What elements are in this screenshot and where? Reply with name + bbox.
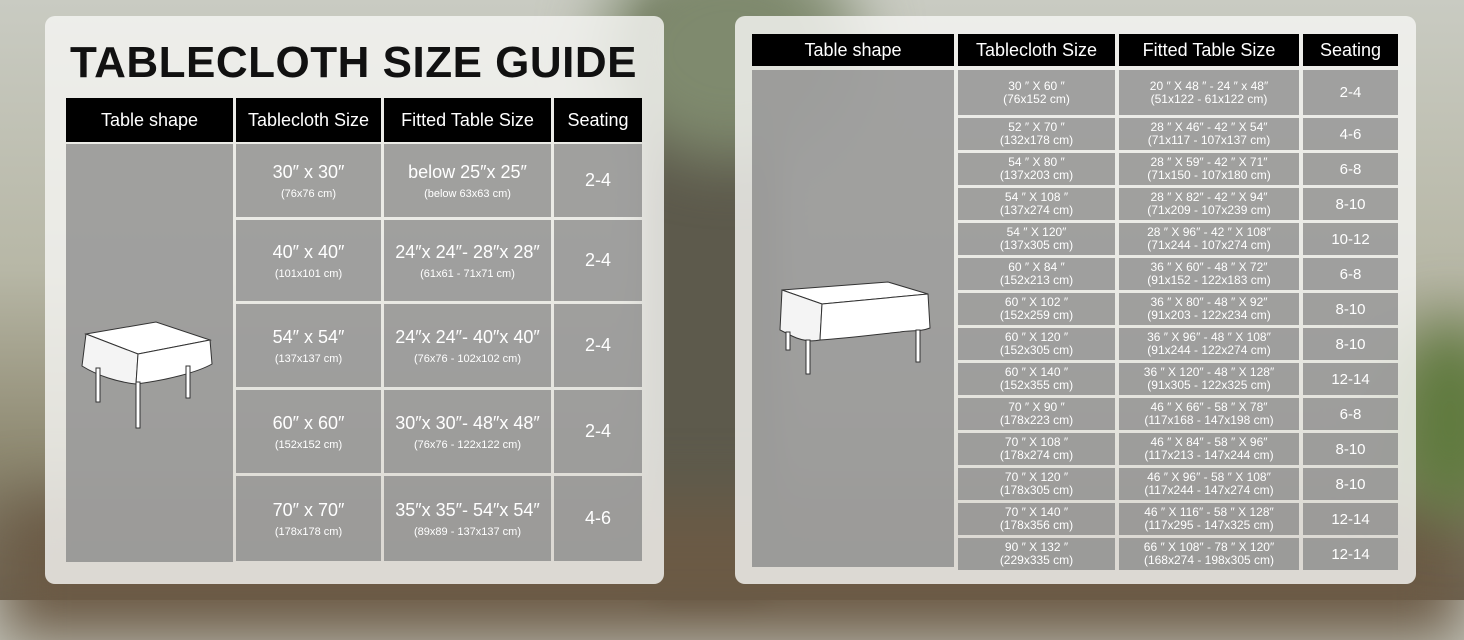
tablecloth-size-cell xyxy=(958,223,1115,255)
fitted-size-cell xyxy=(384,144,551,217)
fitted-table-size-cm: (168x274 - 198x305 cm) xyxy=(1143,553,1275,567)
tablecloth-size-cm: (152x152 cm) xyxy=(274,438,343,451)
fitted-table-size: 36 ″ X 80″ - 48 ″ X 92″ xyxy=(1150,295,1268,309)
fitted-size-cell xyxy=(384,476,551,561)
tablecloth-size: 70″ x 70″ xyxy=(272,499,345,520)
tablecloth-size-cm: (101x101 cm) xyxy=(274,267,343,280)
tablecloth-size: 30″ x 30″ xyxy=(272,161,345,182)
fitted-table-size-cm: (51x122 - 61x122 cm) xyxy=(1150,91,1268,106)
tablecloth-size: 60 ″ X 84 ″ xyxy=(1008,260,1065,274)
seating-cell xyxy=(554,390,642,473)
fitted-size-cell xyxy=(384,304,551,387)
fitted-table-size: 46 ″ X 84″ - 58 ″ X 96″ xyxy=(1150,435,1268,449)
fitted-table-size-cm: (below 63x63 cm) xyxy=(424,187,511,200)
seating-cell xyxy=(1303,503,1398,535)
tablecloth-size-cell xyxy=(958,538,1115,570)
fitted-table-size: 36 ″ X 60″ - 48 ″ X 72″ xyxy=(1150,260,1268,274)
tablecloth-size-cell xyxy=(958,433,1115,465)
tablecloth-size-cell xyxy=(958,398,1115,430)
seating-cell xyxy=(1303,293,1398,325)
seating-value: 2-4 xyxy=(584,170,611,190)
fitted-table-size: 35″x 35″- 54″x 54″ xyxy=(395,499,540,520)
tablecloth-size: 60 ″ X 102 ″ xyxy=(1004,295,1069,309)
fitted-table-size-cm: (76x76 - 102x102 cm) xyxy=(414,352,521,365)
seating-cell xyxy=(554,220,642,301)
tablecloth-size-cell xyxy=(236,144,381,217)
seating-value: 2-4 xyxy=(584,250,611,270)
seating-cell xyxy=(1303,153,1398,185)
seating-value: 8-10 xyxy=(1335,300,1366,318)
seating-cell xyxy=(1303,433,1398,465)
tablecloth-size-cell xyxy=(958,188,1115,220)
fitted-table-size-cm: (71x209 - 107x239 cm) xyxy=(1147,203,1271,217)
fitted-table-size-cm: (91x305 - 122x325 cm) xyxy=(1147,378,1271,392)
fitted-size-cell xyxy=(1119,363,1299,395)
tablecloth-size: 40″ x 40″ xyxy=(272,241,345,262)
tablecloth-size-cm: (178x356 cm) xyxy=(999,518,1074,532)
fitted-size-cell xyxy=(1119,70,1299,115)
tablecloth-size: 60 ″ X 140 ″ xyxy=(1004,365,1069,379)
tablecloth-size-cm: (152x305 cm) xyxy=(999,343,1074,357)
tablecloth-size-cell xyxy=(958,503,1115,535)
seating-cell xyxy=(1303,328,1398,360)
header-seating: Seating xyxy=(1303,34,1398,66)
tablecloth-size: 70 ″ X 108 ″ xyxy=(1004,435,1069,449)
tablecloth-size-cm: (137x305 cm) xyxy=(999,238,1074,252)
tablecloth-size-cm: (178x274 cm) xyxy=(999,448,1074,462)
fitted-table-size-cm: (61x61 - 71x71 cm) xyxy=(420,267,515,280)
fitted-table-size-cm: (117x244 - 147x274 cm) xyxy=(1144,483,1274,497)
page-title: TABLECLOTH SIZE GUIDE xyxy=(70,38,638,87)
fitted-table-size-cm: (76x76 - 122x122 cm) xyxy=(414,438,521,451)
seating-cell xyxy=(1303,363,1398,395)
tablecloth-size: 30 ″ X 60 ″ xyxy=(1008,78,1065,93)
header-fitted-table-size: Fitted Table Size xyxy=(384,98,551,142)
tablecloth-size: 54 ″ X 80 ″ xyxy=(1008,155,1065,169)
seating-value: 2-4 xyxy=(584,421,611,441)
fitted-size-cell xyxy=(1119,503,1299,535)
fitted-size-cell xyxy=(384,390,551,473)
seating-cell xyxy=(1303,70,1398,115)
tablecloth-size-cell xyxy=(958,468,1115,500)
tablecloth-size: 54″ x 54″ xyxy=(272,326,345,347)
seating-cell xyxy=(554,476,642,561)
tablecloth-size-cell xyxy=(236,304,381,387)
seating-value: 12-14 xyxy=(1331,545,1370,563)
tablecloth-size-cm: (152x355 cm) xyxy=(999,378,1074,392)
header-table-shape: Table shape xyxy=(752,34,954,66)
square-table-icon xyxy=(78,318,213,433)
seating-value: 4-6 xyxy=(584,508,611,528)
seating-cell xyxy=(554,144,642,217)
seating-value: 12-14 xyxy=(1331,370,1370,388)
fitted-size-cell xyxy=(384,220,551,301)
tablecloth-size-cm: (137x274 cm) xyxy=(999,203,1074,217)
fitted-table-size: 30″x 30″- 48″x 48″ xyxy=(395,412,540,433)
fitted-table-size: 28 ″ X 46″ - 42 ″ X 54″ xyxy=(1150,120,1268,134)
tablecloth-size-cell xyxy=(236,390,381,473)
tablecloth-size-cell xyxy=(958,118,1115,150)
tablecloth-size-cell xyxy=(236,476,381,561)
tablecloth-size-cell xyxy=(958,153,1115,185)
tablecloth-size: 60″ x 60″ xyxy=(272,412,345,433)
tablecloth-size-cm: (137x203 cm) xyxy=(999,168,1074,182)
fitted-size-cell xyxy=(1119,153,1299,185)
tablecloth-size-cm: (132x178 cm) xyxy=(999,133,1074,147)
seating-value: 6-8 xyxy=(1339,160,1362,178)
fitted-size-cell xyxy=(1119,258,1299,290)
fitted-table-size: 36 ″ X 96″ - 48 ″ X 108″ xyxy=(1147,330,1271,344)
fitted-table-size-cm: (71x117 - 107x137 cm) xyxy=(1147,133,1271,147)
fitted-size-cell xyxy=(1119,223,1299,255)
tablecloth-size-cm: (178x178 cm) xyxy=(274,525,343,538)
tablecloth-size-cm: (137x137 cm) xyxy=(274,352,343,365)
tablecloth-size-cell xyxy=(958,70,1115,115)
tablecloth-size: 60 ″ X 120 ″ xyxy=(1004,330,1069,344)
tablecloth-size-cell xyxy=(236,220,381,301)
seating-value: 8-10 xyxy=(1335,440,1366,458)
seating-value: 12-14 xyxy=(1331,510,1370,528)
tablecloth-size-cell xyxy=(958,328,1115,360)
rectangle-table-icon xyxy=(770,280,935,380)
seating-value: 4-6 xyxy=(1339,125,1362,143)
fitted-table-size: 28 ″ X 82″ - 42 ″ X 94″ xyxy=(1150,190,1268,204)
fitted-size-cell xyxy=(1119,293,1299,325)
fitted-table-size-cm: (91x203 - 122x234 cm) xyxy=(1147,308,1271,322)
fitted-table-size: below 25″x 25″ xyxy=(408,161,527,182)
seating-cell xyxy=(554,304,642,387)
seating-value: 10-12 xyxy=(1331,230,1370,248)
header-table-shape: Table shape xyxy=(66,98,233,142)
seating-cell xyxy=(1303,538,1398,570)
seating-value: 2-4 xyxy=(1339,84,1362,101)
tablecloth-size-cm: (178x305 cm) xyxy=(999,483,1074,497)
seating-cell xyxy=(1303,468,1398,500)
fitted-size-cell xyxy=(1119,433,1299,465)
fitted-table-size: 66 ″ X 108″ - 78 ″ X 120″ xyxy=(1143,540,1275,554)
header-tablecloth-size: Tablecloth Size xyxy=(958,34,1115,66)
tablecloth-size: 54 ″ X 120″ xyxy=(1006,225,1067,239)
fitted-table-size: 46 ″ X 96″ - 58 ″ X 108″ xyxy=(1147,470,1271,484)
fitted-table-size-cm: (91x152 - 122x183 cm) xyxy=(1147,273,1271,287)
seating-cell xyxy=(1303,188,1398,220)
fitted-table-size-cm: (71x150 - 107x180 cm) xyxy=(1147,168,1271,182)
seating-value: 6-8 xyxy=(1339,405,1362,423)
tablecloth-size-cell xyxy=(958,258,1115,290)
seating-value: 2-4 xyxy=(584,335,611,355)
tablecloth-size: 52 ″ X 70 ″ xyxy=(1008,120,1065,134)
tablecloth-size-cm: (229x335 cm) xyxy=(999,553,1074,567)
seating-cell xyxy=(1303,398,1398,430)
tablecloth-size: 54 ″ X 108 ″ xyxy=(1004,190,1069,204)
fitted-table-size: 24″x 24″- 40″x 40″ xyxy=(395,326,540,347)
fitted-table-size: 20 ″ X 48 ″ - 24 ″ x 48″ xyxy=(1149,78,1269,93)
fitted-table-size-cm: (91x244 - 122x274 cm) xyxy=(1147,343,1271,357)
seating-value: 8-10 xyxy=(1335,475,1366,493)
fitted-table-size: 36 ″ X 120″ - 48 ″ X 128″ xyxy=(1143,365,1275,379)
fitted-table-size-cm: (71x244 - 107x274 cm) xyxy=(1147,238,1271,252)
fitted-table-size: 24″x 24″- 28″x 28″ xyxy=(395,241,540,262)
fitted-table-size-cm: (117x295 - 147x325 cm) xyxy=(1144,518,1274,532)
fitted-size-cell xyxy=(1119,468,1299,500)
seating-cell xyxy=(1303,118,1398,150)
tablecloth-size: 70 ″ X 90 ″ xyxy=(1008,400,1065,414)
fitted-table-size-cm: (89x89 - 137x137 cm) xyxy=(414,525,521,538)
tablecloth-size-cm: (152x259 cm) xyxy=(999,308,1074,322)
tablecloth-size-cm: (178x223 cm) xyxy=(999,413,1074,427)
tablecloth-size: 70 ″ X 120 ″ xyxy=(1004,470,1069,484)
fitted-size-cell xyxy=(1119,398,1299,430)
header-seating: Seating xyxy=(554,98,642,142)
tablecloth-size-cell xyxy=(958,293,1115,325)
tablecloth-size-cell xyxy=(958,363,1115,395)
fitted-size-cell xyxy=(1119,328,1299,360)
fitted-table-size-cm: (117x213 - 147x244 cm) xyxy=(1144,448,1274,462)
seating-cell xyxy=(1303,223,1398,255)
fitted-table-size: 46 ″ X 66″ - 58 ″ X 78″ xyxy=(1150,400,1268,414)
fitted-table-size: 28 ″ X 96″ - 42 ″ X 108″ xyxy=(1147,225,1271,239)
seating-cell xyxy=(1303,258,1398,290)
fitted-size-cell xyxy=(1119,188,1299,220)
tablecloth-size-cm: (152x213 cm) xyxy=(999,273,1074,287)
fitted-table-size-cm: (117x168 - 147x198 cm) xyxy=(1144,413,1274,427)
tablecloth-size-cm: (76x76 cm) xyxy=(280,187,337,200)
tablecloth-size: 90 ″ X 132 ″ xyxy=(1004,540,1069,554)
header-fitted-table-size: Fitted Table Size xyxy=(1119,34,1299,66)
seating-value: 8-10 xyxy=(1335,195,1366,213)
fitted-size-cell xyxy=(1119,538,1299,570)
header-tablecloth-size: Tablecloth Size xyxy=(236,98,381,142)
seating-value: 6-8 xyxy=(1339,265,1362,283)
seating-value: 8-10 xyxy=(1335,335,1366,353)
tablecloth-size: 70 ″ X 140 ″ xyxy=(1004,505,1069,519)
fitted-table-size: 46 ″ X 116″ - 58 ″ X 128″ xyxy=(1144,505,1274,519)
tablecloth-size-cm: (76x152 cm) xyxy=(1003,91,1070,106)
fitted-size-cell xyxy=(1119,118,1299,150)
fitted-table-size: 28 ″ X 59″ - 42 ″ X 71″ xyxy=(1150,155,1268,169)
